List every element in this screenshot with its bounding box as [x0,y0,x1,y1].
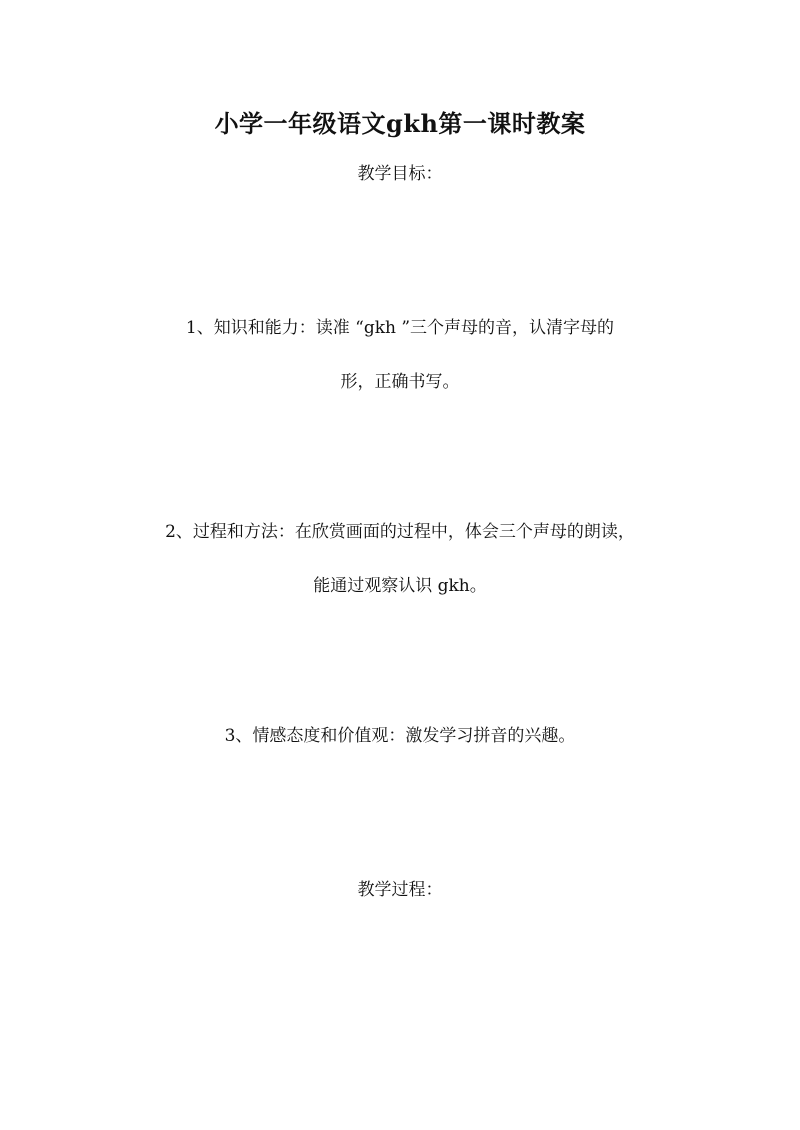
objective-2-line-2: 能通过观察认识 gkh。 [313,576,487,596]
objectives-heading: 教学目标： [357,164,443,184]
objective-3: 3、情感态度和价值观：激发学习拼音的兴趣。 [224,726,576,746]
objective-1-line-1: 1、知识和能力：读准 “gkh ”三个声母的音，认清字母的 [185,318,615,338]
process-heading: 教学过程： [357,880,443,900]
document-title: 小学一年级语文gkh第一课时教案 [214,109,586,138]
objective-2-line-1: 2、过程和方法：在欣赏画面的过程中，体会三个声母的朗读， [165,522,635,542]
objective-1-line-2: 形，正确书写。 [340,372,460,392]
